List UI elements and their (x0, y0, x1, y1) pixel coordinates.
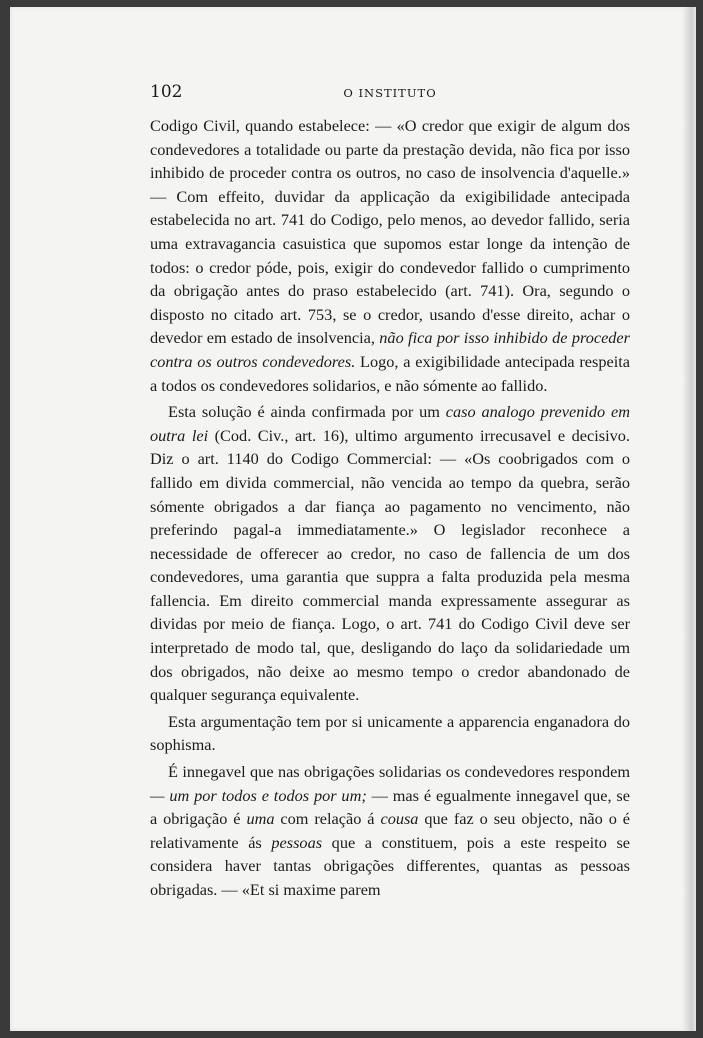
paragraph-1 (150, 114, 630, 397)
text-segment: — mas é egualmente innegavel que, se a obrigação é (150, 785, 630, 829)
paragraph-4 (150, 760, 630, 902)
italic-text-segment: caso analogo prevenido em outra lei (150, 402, 630, 445)
text-segment: com relação á (274, 809, 381, 829)
text-segment: É innegavel que nas obrigações solidarias os condevedores respondem (168, 762, 630, 782)
text-segment: que faz o seu objecto, não o é relativamente ás (150, 809, 630, 852)
italic-text-segment: uma (246, 809, 275, 829)
italic-text-segment: pessoas (271, 832, 323, 852)
paragraph-2 (150, 400, 630, 707)
page-header (150, 82, 630, 104)
page-edge-shadow (682, 7, 696, 1031)
text-segment: Esta solução é ainda confirmada por um (168, 402, 446, 422)
text-segment: Codigo Civil, quando estabelece: — «O credor que exigir de algum dos condevedores a totalidade ou parte da prestação devida, não fica por isso inhibido de proceder contra os outros, no caso de insolvencia d'aquelle.» — Com effeito, duvidar da applicação da exigibilidade antecipada estabelecida no art. 741 do Codigo, pelo menos, ao devedor fallido, seria uma extravagancia casuistica que supomos estar longe da intenção de todos: o credor póde, pois, exigir do condevedor fallido o cumprimento da obrigação antes do praso estabelecido (art. 741). Ora, segundo o disposto no citado art. 753, se o credor, usando d'esse direito, achar o devedor em estado de insolvencia, (150, 116, 630, 348)
italic-text-segment: cousa (380, 809, 419, 829)
text-segment: (Cod. Civ., art. 16), ultimo argumento irrecusavel e decisivo. Diz o art. 1140 do Codigo Commercial: — «Os coobrigados com o fallido em divida commercial, não vencida ao tempo da quebra, serão sómente obrigados a dar fiança ao pagamento no vencimento, não preferindo pagal-a immediatamente.» O legislador reconhece a necessidade de offerecer ao credor, no caso de fallencia de um dos condevedores, uma garantia que suppra a falta produzida pela mesma fallencia. Em direito commercial manda expressamente assegurar as dividas por meio de fiança. Logo, o art. 741 do Codigo Civil deve ser interpretado de modo tal, que, desligando do laço da solidariedade um dos obrigados, não deixe ao mesmo tempo o credor abandonado de qualquer segurança equivalente. (150, 425, 630, 705)
running-head: O INSTITUTO (343, 86, 437, 100)
page-number: 102 (150, 82, 183, 102)
body-text (150, 114, 630, 902)
paragraph-3 (150, 710, 630, 757)
text-segment: que a constituem, pois a este respeito se considera haver tantas obrigações differentes, quantas as pessoas obrigadas. — «Et si maxime parem (150, 832, 631, 899)
text-segment: Logo, a exigibilidade antecipada respeita a todos os condevedores solidarios, e não sómente ao fallido. (150, 351, 630, 395)
italic-text-segment: — um por todos e todos por um; (150, 785, 367, 805)
italic-text-segment: não fica por isso inhibido de proceder contra os outros condevedores. (150, 328, 630, 371)
text-segment: Esta argumentação tem por si unicamente a apparencia enganadora do sophisma. (150, 711, 630, 755)
